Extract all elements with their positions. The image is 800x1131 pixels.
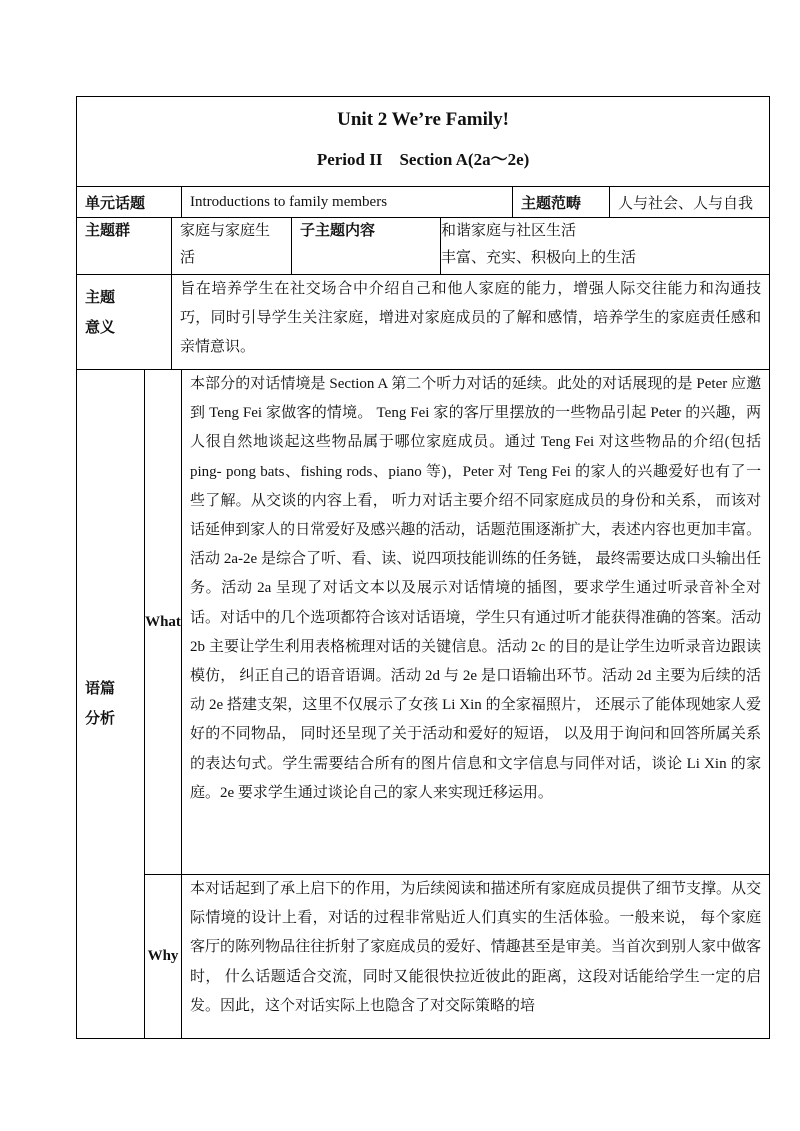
meaning-label xyxy=(77,275,172,370)
lesson-plan-table xyxy=(76,96,770,1039)
what-text: 本部分的对话情境是 Section A 第二个听力对话的延续。此处的对话展现的是 Peter 应邀到 Teng Fei 家做客的情境。 Teng Fei 家的客厅里摆放的一些物品引起 Peter 的兴趣，两人很自然地谈起这些物品属于哪位家庭成员。通过 Teng Fei 对这些物品的介绍(包括 ping- pong bats、fishing rods、piano 等)，Peter 对 Teng Fei 的家人的兴趣爱好也有了一些了解。从交谈的内容上看， 听力对话主要介绍不同家庭成员的身份和关系， 而该对话延伸到家人的日常爱好及感兴趣的活动，话题范围逐渐扩大，表述内容也更加丰富。活动 2a-2e 是综合了听、看、读、说四项技能训练的任务链， 最终需要达成口头输出任务。活动 2a 呈现了对话文本以及展示对话情境的插图，要求学生通过听录音补全对话。对话中的几个选项都符合该对话语境，学生只有通过听才能获得准确的答案。活动 2b 主要让学生利用表格梳理对话的关键信息。活动 2c 的目的是让学生边听录音边跟读模仿， 纠正自己的语音语调。活动 2d 与 2e 是口语输出环节。活动 2d 主要为后续的活动 2e 搭建支架，这里不仅展示了女孩 Li Xin 的全家福照片， 还展示了能体现她家人爱好的不同物品， 同时还呈现了关于活动和爱好的短语， 以及用于询问和回答所属关系的表达句式。学生需要结合所有的图片信息和文字信息与同伴对话，谈论 Li Xin 的家庭。2e 要求学生通过谈论自己的家人来实现迁移运用。 xyxy=(182,370,770,875)
meaning-label-line: 意义 xyxy=(85,320,116,336)
what-row xyxy=(77,370,770,875)
title-cell xyxy=(77,97,770,187)
meaning-label-line: 主题 xyxy=(85,290,116,306)
analysis-label-line: 语篇 xyxy=(85,681,116,697)
topic-category-value: 人与社会、人与自我 xyxy=(610,187,770,218)
sub-topic-item: 丰富、充实、积极向上的生活 xyxy=(441,250,637,266)
topic-row xyxy=(77,187,770,218)
unit-topic-value: Introductions to family members xyxy=(182,187,513,218)
what-label: What xyxy=(145,370,182,875)
why-label: Why xyxy=(145,875,182,1039)
why-text: 本对话起到了承上启下的作用，为后续阅读和描述所有家庭成员提供了细节支撑。从交际情境的设计上看，对话的过程非常贴近人们真实的生活体验。一般来说， 每个家庭客厅的陈列物品往往折射了家庭成员的爱好、情趣甚至是审美。当首次到别人家中做客时， 什么话题适合交流，同时又能很快拉近彼此的距离，这段对话能给学生一定的启发。因此，这个对话实际上也隐含了对交际策略的培 xyxy=(182,875,770,1039)
sub-topic-label: 子主题内容 xyxy=(292,218,441,275)
topic-category-label: 主题范畴 xyxy=(513,187,610,218)
analysis-label-line: 分析 xyxy=(85,711,116,727)
meaning-row xyxy=(77,275,770,370)
topic-group-label: 主题群 xyxy=(77,218,172,275)
sub-topic-values xyxy=(441,218,770,275)
analysis-label xyxy=(77,370,145,1039)
unit-topic-label: 单元话题 xyxy=(77,187,182,218)
sub-topic-item: 和谐家庭与社区生活 xyxy=(441,223,577,239)
topic-group-value: 家庭与家庭生活 xyxy=(172,218,292,275)
meaning-text: 旨在培养学生在社交场合中介绍自己和他人家庭的能力，增强人际交往能力和沟通技巧，同时引导学生关注家庭，增进对家庭成员的了解和感情，培养学生的家庭责任感和亲情意识。 xyxy=(172,275,770,370)
unit-title: Unit 2 We’re Family! xyxy=(337,109,509,130)
period-title: Period II Section A(2a～2e) xyxy=(316,150,530,169)
topic-group-row xyxy=(77,218,770,275)
why-row xyxy=(77,875,770,1039)
